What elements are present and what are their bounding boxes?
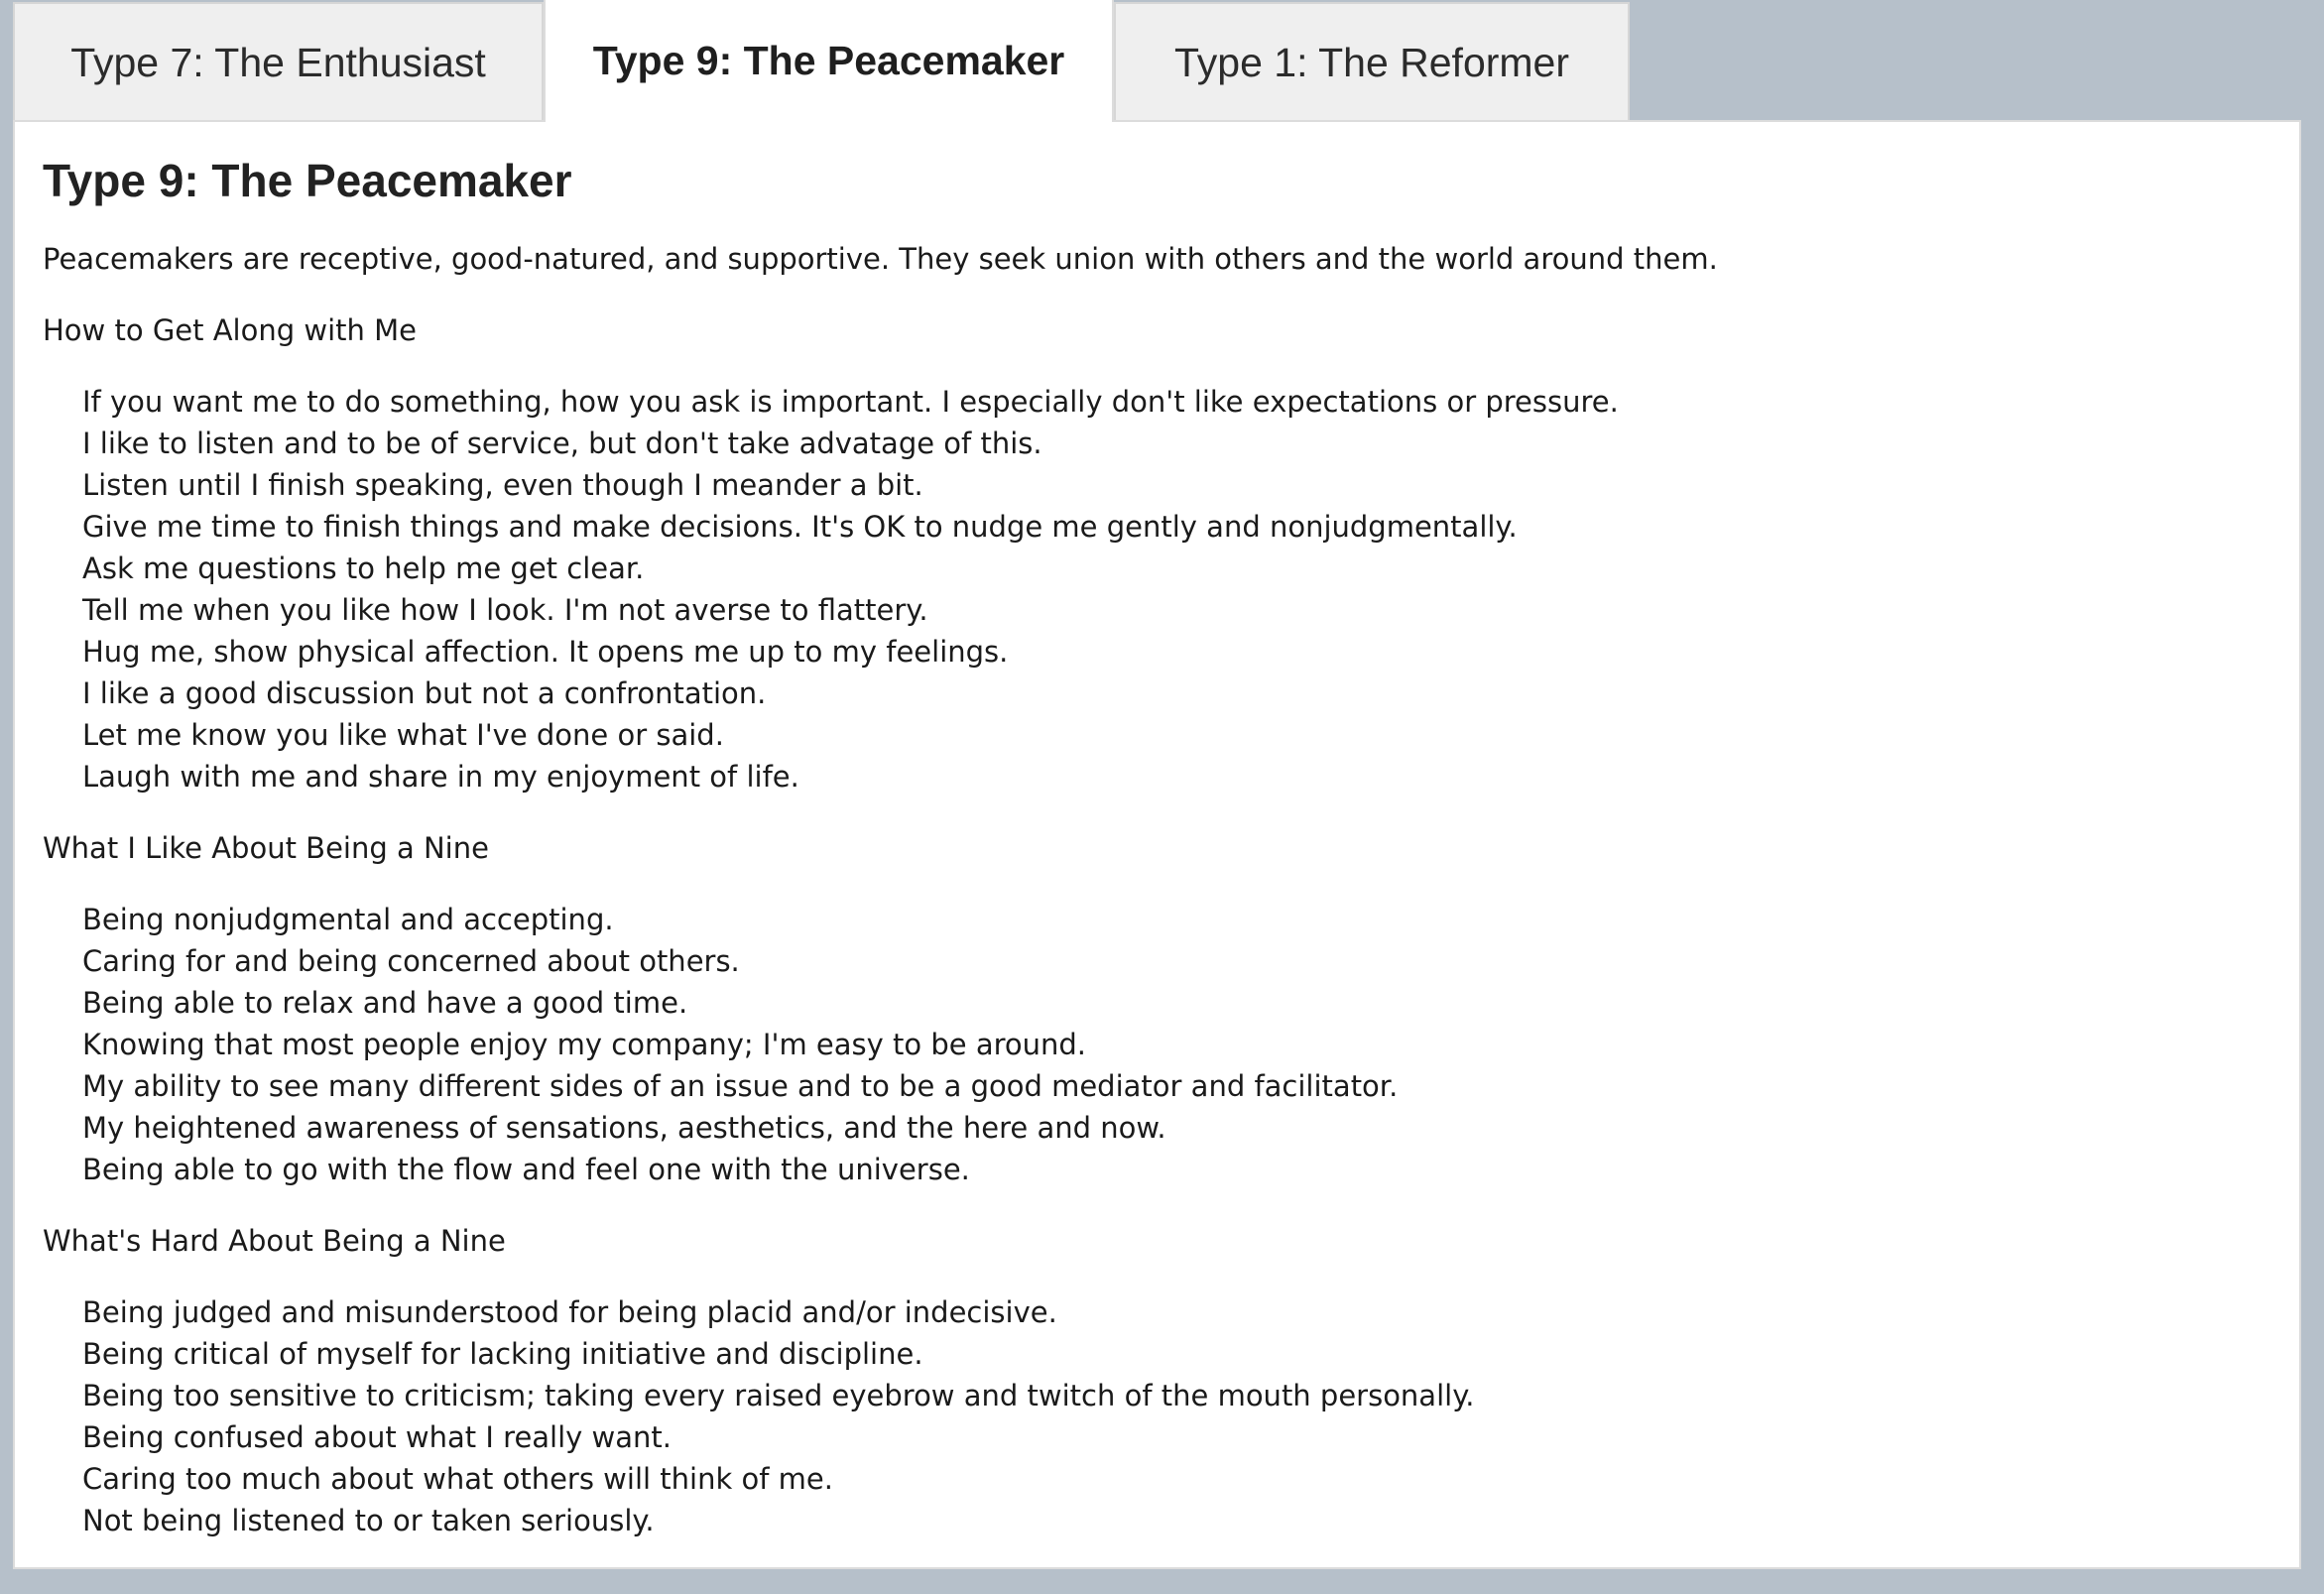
section-heading-like: What I Like About Being a Nine	[43, 831, 489, 865]
list-item: Tell me when you like how I look. I'm not averse to flattery.	[82, 593, 928, 627]
list-item: If you want me to do something, how you ask is important. I especially don't like expectations or pressure.	[82, 385, 1619, 419]
list-item: I like a good discussion but not a confrontation.	[82, 676, 767, 710]
list-item: Caring for and being concerned about others.	[82, 944, 740, 978]
list-get-along	[43, 381, 2271, 797]
list-item: Listen until I finish speaking, even though I meander a bit.	[82, 468, 923, 502]
list-item: Knowing that most people enjoy my company; I'm easy to be around.	[82, 1028, 1086, 1061]
list-item: Being nonjudgmental and accepting.	[82, 903, 614, 936]
list-item: Not being listened to or taken seriously.	[82, 1504, 655, 1537]
panel-title: Type 9: The Peacemaker	[43, 155, 572, 206]
intro-text: Peacemakers are receptive, good-natured, and supportive. They seek union with others and the world around them.	[43, 242, 1718, 276]
list-item: My ability to see many different sides of an issue and to be a good mediator and facilitator.	[82, 1069, 1399, 1103]
list-item: Ask me questions to help me get clear.	[82, 552, 645, 585]
list-item: Being critical of myself for lacking initiative and discipline.	[82, 1337, 923, 1371]
section-heading-hard: What's Hard About Being a Nine	[43, 1224, 506, 1258]
list-item: My heightened awareness of sensations, aesthetics, and the here and now.	[82, 1111, 1166, 1145]
list-item: Laugh with me and share in my enjoyment of life.	[82, 760, 799, 794]
list-like	[43, 899, 2271, 1190]
panel-content	[43, 238, 2271, 1571]
tab-type-7-enthusiast[interactable]: Type 7: The Enthusiast	[13, 2, 544, 122]
list-item: Give me time to finish things and make decisions. It's OK to nudge me gently and nonjudgmentally.	[82, 510, 1518, 544]
list-item: Let me know you like what I've done or said.	[82, 718, 724, 752]
list-item: Being able to go with the flow and feel one with the universe.	[82, 1153, 970, 1186]
list-item: Being able to relax and have a good time.	[82, 986, 688, 1020]
list-item: Being too sensitive to criticism; taking every raised eyebrow and twitch of the mouth personally.	[82, 1379, 1475, 1412]
tab-type-9-peacemaker[interactable]: Type 9: The Peacemaker	[544, 0, 1114, 122]
tab-bar	[13, 0, 1630, 122]
list-item: Being confused about what I really want.	[82, 1420, 673, 1454]
list-item: Caring too much about what others will think of me.	[82, 1462, 833, 1496]
tab-type-1-reformer[interactable]: Type 1: The Reformer	[1114, 2, 1630, 122]
list-item: I like to listen and to be of service, but don't take advatage of this.	[82, 427, 1042, 460]
tab-panel	[13, 120, 2301, 1569]
list-hard	[43, 1291, 2271, 1541]
list-item: Hug me, show physical affection. It opens me up to my feelings.	[82, 635, 1009, 669]
section-heading-get-along: How to Get Along with Me	[43, 313, 417, 347]
list-item: Being judged and misunderstood for being placid and/or indecisive.	[82, 1295, 1057, 1329]
